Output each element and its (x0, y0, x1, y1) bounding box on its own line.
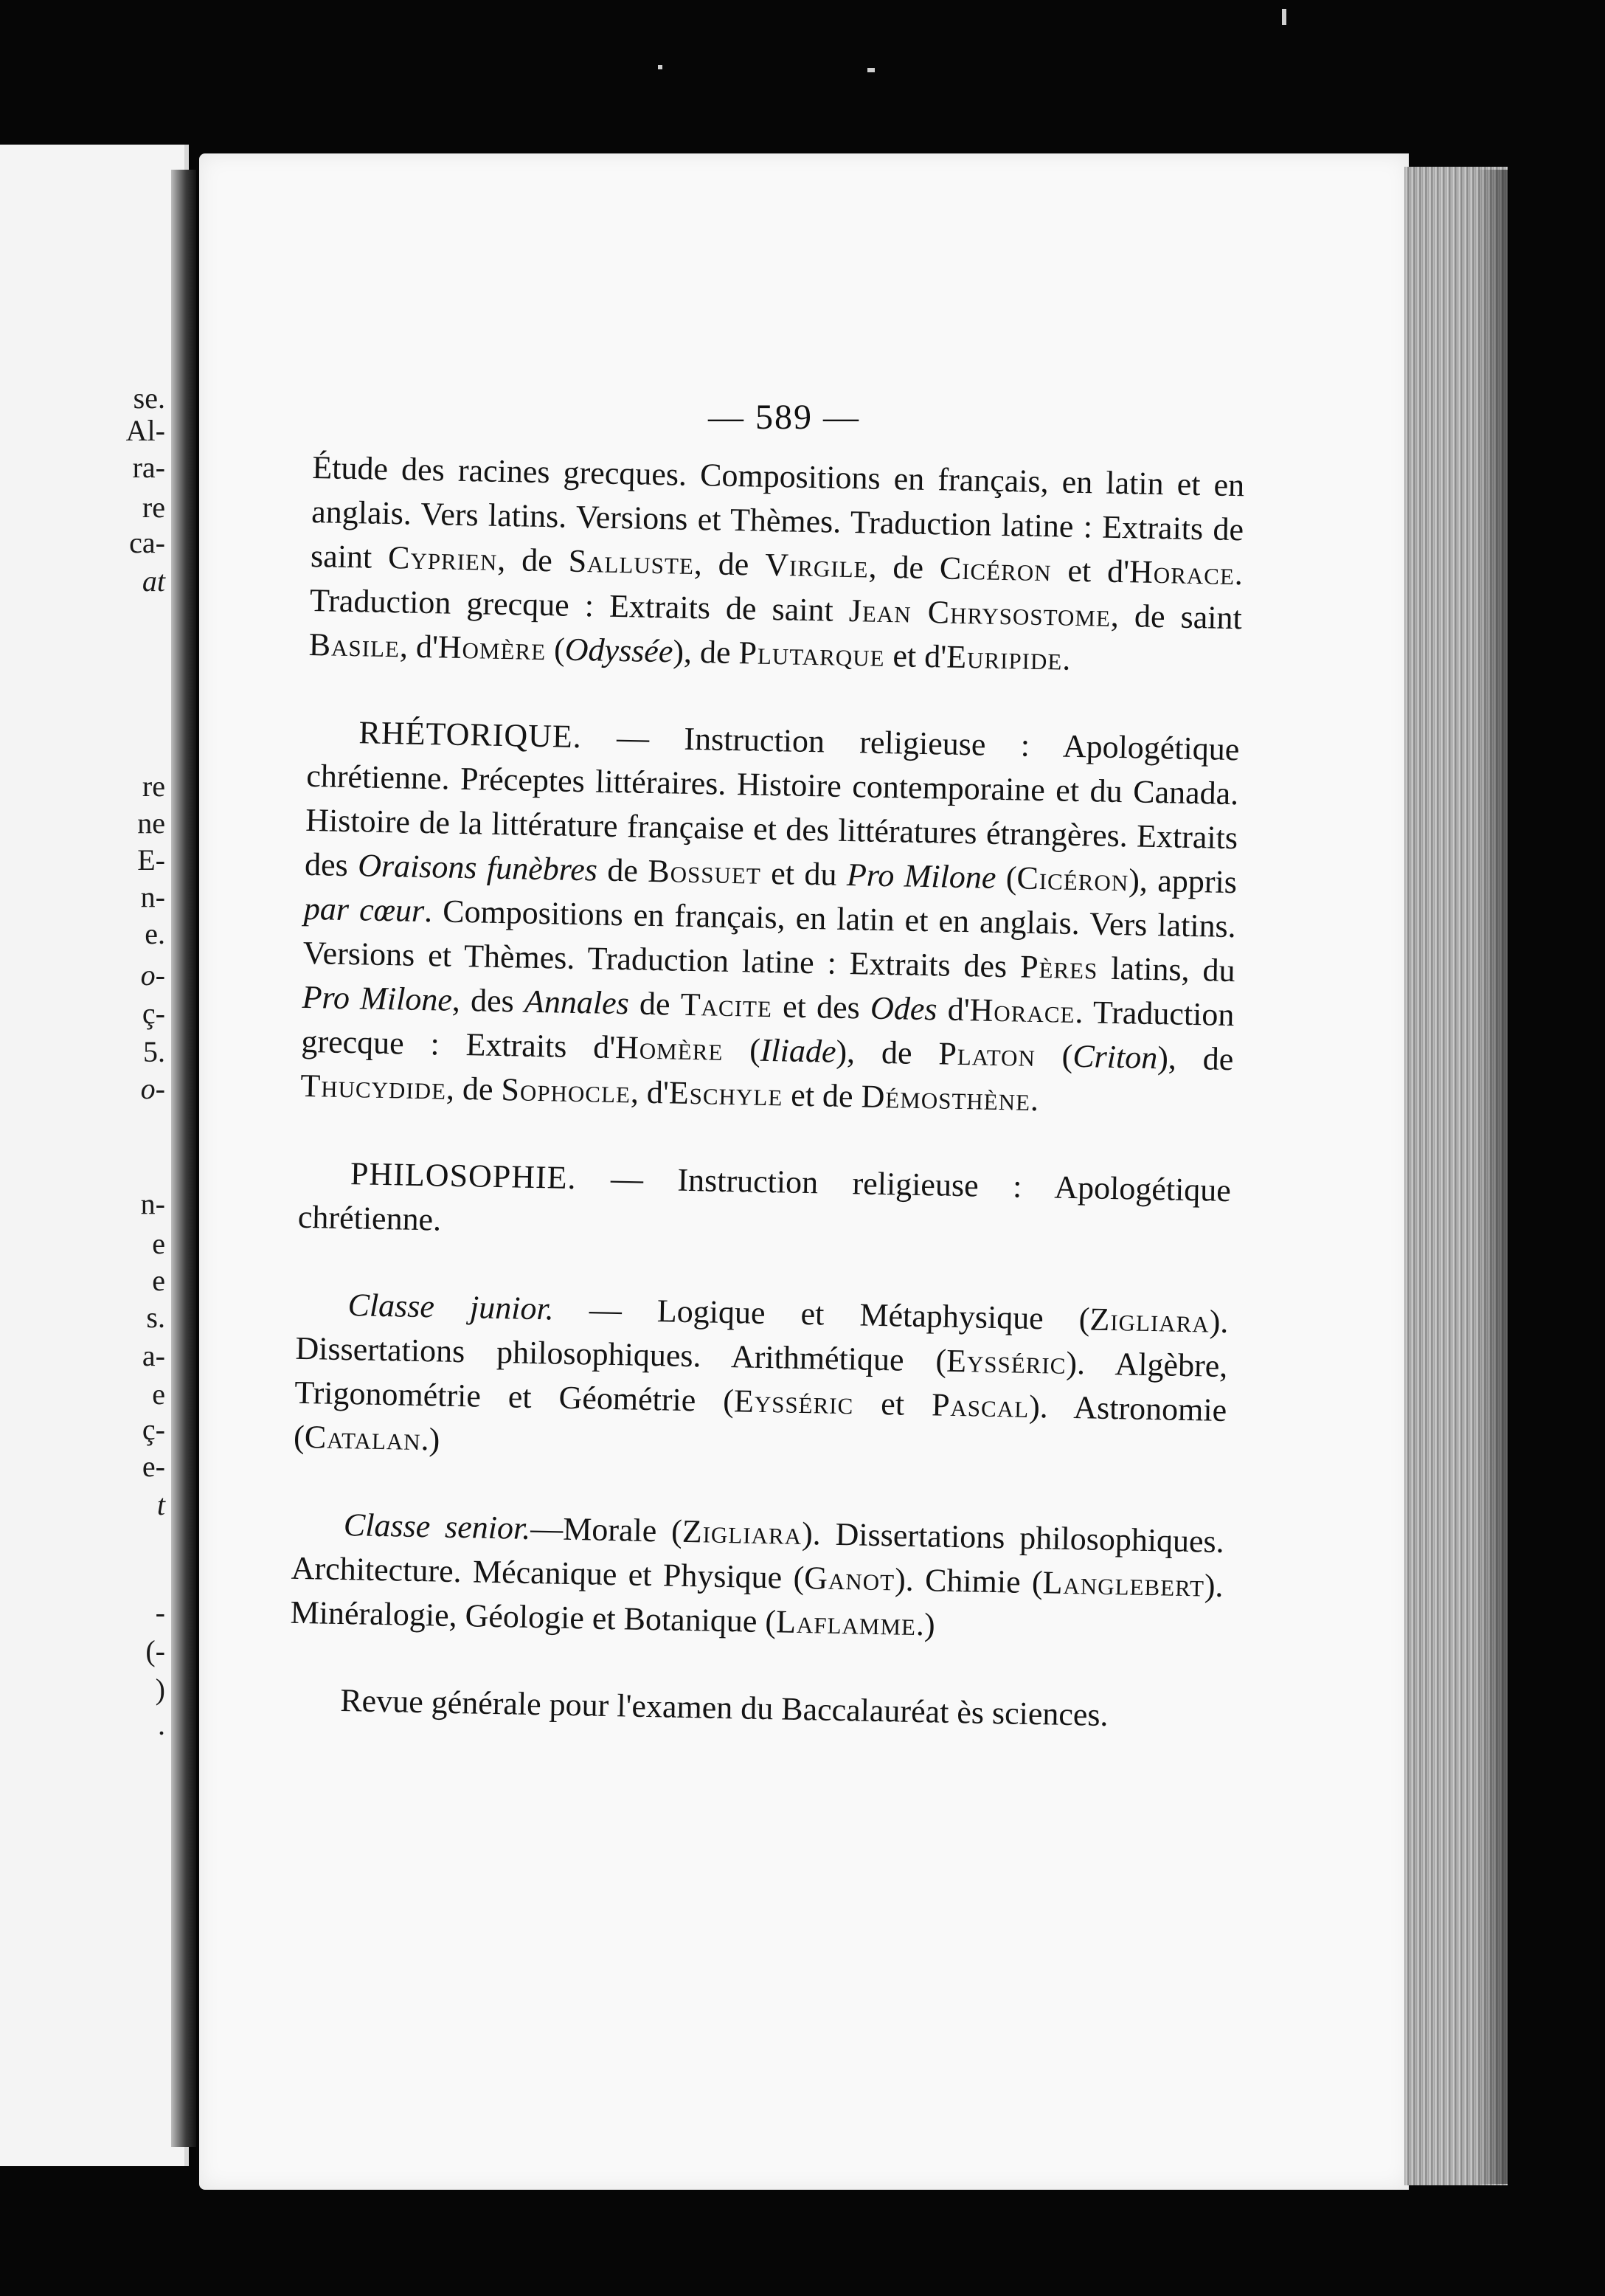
author-name: Eysséric (946, 1342, 1067, 1381)
work-title: Pro Milone (846, 857, 996, 896)
work-title: Iliade (760, 1031, 837, 1070)
text-run: ), de (836, 1033, 939, 1072)
text-run: , de saint (1110, 597, 1243, 637)
author-name: Virgile (764, 546, 870, 585)
author-name: Cyprien (387, 539, 498, 578)
previous-page-fragment: o- (140, 1072, 165, 1105)
author-name: Horace (969, 992, 1075, 1030)
text-run: — Instruction religieuse : Apologétique chrétienne. (297, 1160, 1232, 1238)
text-run: —Morale ( (530, 1510, 683, 1549)
text-run: ). Astronomie ( (293, 1388, 1227, 1456)
author-name: Eysséric (733, 1383, 854, 1422)
dust-speck (658, 65, 662, 69)
author-name: Homère (614, 1029, 724, 1068)
previous-page-fragment: at (142, 564, 165, 598)
text-run: .) (420, 1421, 440, 1458)
text-run: ), appris (1128, 862, 1238, 901)
text-run: de (628, 985, 682, 1023)
text-run: ). Algèbre, Trigonométrie et Géométrie ( (294, 1344, 1228, 1420)
text-run: , de (496, 541, 569, 579)
previous-page-fragment: o- (140, 958, 165, 992)
text-run: ), de (672, 633, 740, 671)
work-title: Pro Milone (302, 978, 453, 1018)
previous-page-fragment: se. (133, 381, 165, 415)
text-run: et des (772, 988, 871, 1026)
author-name: Langlebert (1042, 1564, 1205, 1604)
previous-page-fragment: e (152, 1227, 165, 1260)
work-title: Criton (1072, 1037, 1158, 1076)
page-body (288, 446, 1245, 1740)
text-run: Revue générale pour l'examen du Baccalauréat ès sciences. (339, 1682, 1109, 1734)
previous-page-fragment: re (142, 491, 165, 524)
previous-page-fragment: ra- (132, 451, 165, 484)
text-run: . Traduction grecque : Extraits de saint (309, 556, 1244, 629)
paragraph-greek-study (308, 446, 1245, 685)
text-run: . Traduction grecque : Extraits d' (301, 993, 1235, 1066)
text-run: ). Minéralogie, Géologie et Botanique ( (290, 1567, 1224, 1640)
author-name: Salluste (568, 542, 695, 581)
text-run: ( (995, 859, 1018, 896)
previous-page-fragment: a- (142, 1339, 165, 1372)
author-name: Horace (1129, 553, 1235, 592)
text-run: , d' (630, 1073, 670, 1111)
previous-page-fragment: e (152, 1377, 165, 1411)
author-name: Catalan (304, 1419, 422, 1458)
text-run: et de (782, 1076, 862, 1115)
author-name: Laflamme (775, 1603, 917, 1642)
author-name: Basile (308, 626, 401, 665)
text-run: , de (868, 548, 940, 587)
text-run: ). Chimie ( (894, 1561, 1044, 1601)
dust-speck (867, 68, 875, 72)
author-name: Jean Chrysostome (848, 592, 1112, 634)
text-run: ). Dissertations philosophiques. Arithmétique ( (295, 1303, 1229, 1379)
previous-page-fragment: e. (145, 917, 165, 950)
author-name: Plutarque (738, 634, 886, 674)
previous-page-fragment: E- (137, 843, 165, 876)
previous-page-sliver (0, 145, 189, 2166)
paragraph-philosophie (297, 1151, 1231, 1257)
text-run: , d' (399, 628, 439, 665)
author-name: Pères (1019, 948, 1098, 986)
previous-page-fragment: Al- (125, 414, 165, 447)
text-run: et d' (1051, 552, 1130, 590)
work-title: Oraisons funèbres (357, 847, 598, 888)
text-run: , des (451, 981, 525, 1020)
author-name: Platon (937, 1035, 1036, 1073)
class-label-junior: Classe junior. (347, 1287, 555, 1327)
page-edge-shadow (1475, 170, 1509, 2184)
previous-page-fragment: n- (140, 880, 165, 913)
text-run: d' (937, 991, 971, 1028)
author-name: Cicéron (1016, 860, 1129, 899)
text-run: et du (760, 854, 847, 893)
previous-page-fragment: ) (155, 1673, 165, 1706)
author-name: Eschyle (668, 1074, 783, 1113)
text-run: . (1030, 1081, 1039, 1118)
text-run: ( (545, 631, 566, 668)
class-label-senior: Classe senior. (343, 1507, 531, 1546)
emphasis: par cœur (303, 890, 425, 930)
text-run: de (597, 851, 648, 889)
author-name: Démosthène (861, 1078, 1031, 1118)
previous-page-fragment: t (156, 1488, 165, 1521)
text-run: ), de (1157, 1040, 1234, 1078)
previous-page-fragment: s. (146, 1301, 165, 1334)
previous-page-fragment: n- (140, 1187, 165, 1220)
previous-page-fragment: ne (137, 806, 165, 840)
previous-page-fragment: e (152, 1264, 165, 1297)
work-title: Odyssée (564, 631, 673, 670)
previous-page-fragment: ç- (142, 997, 165, 1030)
dust-speck (1282, 9, 1286, 25)
paragraph-rhetorique (300, 710, 1240, 1126)
work-title: Annales (524, 983, 630, 1022)
text-run: latins, du (1097, 950, 1236, 989)
author-name: Thucydide (299, 1067, 447, 1107)
text-run: ( (722, 1031, 761, 1068)
previous-page-fragment: - (155, 1596, 165, 1629)
text-run: Étude des racines grecques. Compositions en français, en latin et en anglais. Vers latins. Versions et Thèmes. Traduction latine : Extraits de saint (310, 449, 1245, 575)
previous-page-fragment: ca- (129, 526, 165, 559)
author-name: Zigliara (1089, 1301, 1210, 1340)
section-heading-rhetorique: RHÉTORIQUE. (358, 714, 583, 755)
text-run: , de (446, 1070, 502, 1108)
author-name: Homère (437, 629, 547, 668)
text-run: et (853, 1385, 932, 1423)
section-heading-philosophie: PHILOSOPHIE. (350, 1155, 578, 1197)
author-name: Euripide (946, 638, 1063, 677)
text-run: — Instruction religieuse : Apologétique chrétienne. Préceptes littéraires. Histoire contemporaine et du Canada. Histoire de la littérature française et des littératures étrangères. Extraits des (304, 719, 1240, 884)
text-run: . (1061, 640, 1071, 677)
author-name: Zigliara (682, 1512, 802, 1552)
previous-page-fragment: re (142, 770, 165, 803)
author-name: Sophocle (501, 1071, 631, 1110)
text-run: . Compositions en français, en latin et en anglais. Vers latins. Versions et Thèmes. Traduction latine : Extraits des (302, 893, 1237, 985)
paragraph-classe-junior (294, 1282, 1229, 1477)
text-run: .) (915, 1606, 936, 1643)
paragraph-classe-senior (290, 1502, 1224, 1653)
author-name: Tacite (680, 986, 773, 1025)
text-run: et d' (884, 637, 947, 675)
author-name: Cicéron (939, 550, 1053, 589)
previous-page-fragment: (- (145, 1634, 165, 1667)
work-title: Odes (870, 989, 937, 1028)
text-run: ( (1035, 1037, 1073, 1074)
author-name: Ganot (803, 1560, 895, 1598)
book-gutter (171, 170, 196, 2147)
previous-page-fragment: 5. (143, 1035, 165, 1068)
text-run: ). Dissertations philosophiques. Architecture. Mécanique et Physique ( (291, 1515, 1225, 1597)
previous-page-fragment: e- (142, 1450, 165, 1483)
text-run: — Logique et Métaphysique ( (553, 1290, 1090, 1338)
author-name: Pascal (931, 1386, 1030, 1425)
author-name: Bossuet (647, 852, 762, 891)
page-number: — 589 — (708, 398, 860, 437)
previous-page-fragment: . (158, 1708, 165, 1741)
text-run: , de (693, 544, 766, 583)
previous-page-fragment: ç- (142, 1413, 165, 1446)
